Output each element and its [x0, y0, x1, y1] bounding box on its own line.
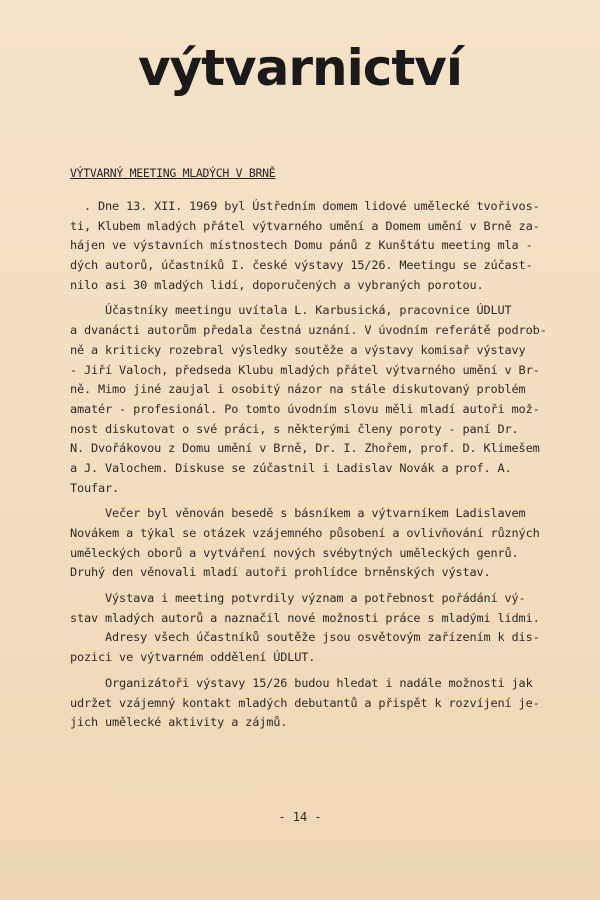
paragraph — [70, 301, 560, 498]
paragraph — [70, 504, 560, 583]
text-line: a J. Valochem. Diskuse se zúčastnil i Ladislav Novák a prof. A. — [70, 460, 512, 475]
text-line: udržet vzájemný kontakt mladých debutantů a přispět k rozvíjení je- — [70, 695, 540, 710]
paragraph — [70, 589, 560, 668]
text-line: jich umělecké aktivity a zájmů. — [70, 715, 288, 730]
text-line: nilo asi 30 mladých lidí, doporučených a vybraných porotou. — [70, 277, 484, 292]
masthead-title: výtvarnictví — [137, 39, 463, 97]
text-line: hájen ve výstavních místnostech Domu pánů z Kunštátu meeting mla - — [70, 238, 533, 253]
text-line: Druhý den věnovali mladí autoři prohlídce brněnských výstav. — [70, 565, 491, 580]
text-line: Výstava i meeting potvrdily význam a potřebnost pořádání vý- — [70, 591, 526, 606]
text-line: N. Dvořákovou z Domu umění v Brně, Dr. I. Zhořem, prof. D. Klimešem — [70, 441, 540, 456]
text-line: Večer byl věnován besedě s básníkem a výtvarníkem Ladislavem — [70, 506, 526, 521]
text-line: . Dne 13. XII. 1969 byl Ústředním domem lidové umělecké tvořivos- — [70, 199, 540, 213]
text-line: nost diskutovat o své práci, s některými členy poroty - paní Dr. — [70, 421, 519, 436]
text-line: ně. Mimo jiné zaujal i osobitý názor na stále diskutovaný problém — [70, 382, 526, 397]
paragraph — [70, 674, 560, 733]
text-line: ti, Klubem mladých přátel výtvarného umění a Domem umění v Brně za- — [70, 218, 540, 233]
text-line: Novákem a týkal se otázek vzájemného působení a ovlivňování různých — [70, 526, 540, 540]
paragraph — [70, 197, 560, 295]
text-line: Účastníky meetingu uvítala L. Karbusická, pracovnice ÚDLUT — [70, 303, 512, 318]
text-line: - Jiří Valoch, předseda Klubu mladých přátel výtvarného umění v Br- — [70, 362, 540, 377]
text-line: Organizátoři výstavy 15/26 budou hledat i nadále možnosti jak — [70, 675, 533, 690]
text-line: pozici ve výtvarném oddělení ÚDLUT. — [70, 650, 316, 665]
text-line: amatér - profesionál. Po tomto úvodním slovu měli mladí autoři mož- — [70, 401, 540, 416]
article-body — [70, 197, 560, 733]
text-line: dých autorů, účastníků I. české výstavy 15/26. Meetingu se zúčast- — [70, 258, 533, 273]
text-line: ně a kriticky rozebral výsledky soutěže a výstavy komisař výstavy — [70, 342, 526, 357]
text-line: Toufar. — [70, 480, 120, 495]
text-line: uměleckých oborů a vytváření nových svébytných uměleckých genrů. — [70, 545, 519, 560]
article-heading: VÝTVARNÝ MEETING MLADÝCH V BRNĚ — [70, 166, 276, 180]
page-number: - 14 - — [278, 810, 322, 824]
text-line: Adresy všech účastníků soutěže jsou osvětovým zařízením k dis- — [70, 630, 540, 645]
text-line: stav mladých autorů a naznačil nové možnosti práce s mladými lidmi. — [70, 610, 540, 625]
text-line: a dvanácti autorům předala čestná uznání. V úvodním referátě podrob- — [70, 323, 547, 338]
